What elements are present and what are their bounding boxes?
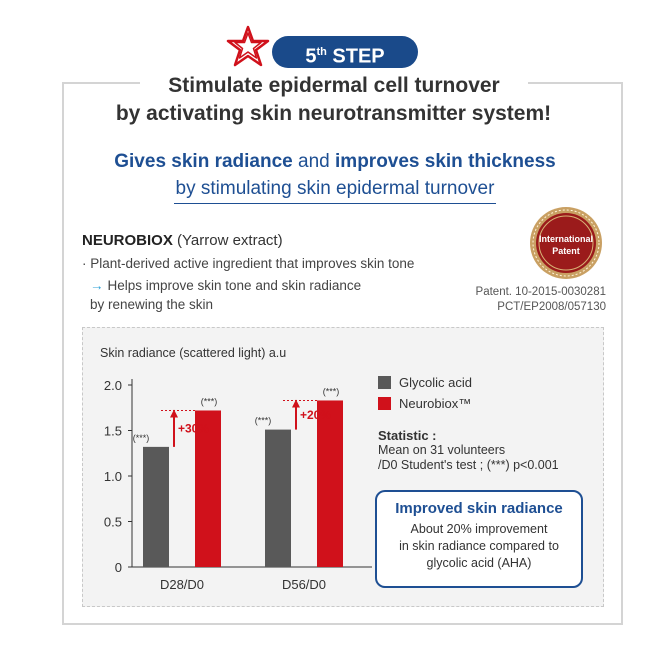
benefit-line-1: Helps improve skin tone and skin radiance — [107, 278, 362, 293]
improvement-label: +20% — [300, 408, 332, 423]
patent-info — [418, 285, 606, 315]
arrow-right-icon: → — [90, 278, 104, 293]
y-tick-label: 0 — [114, 560, 122, 575]
step-word: STEP — [332, 45, 385, 68]
bar-neurobiox — [317, 400, 343, 567]
ingredient-description: · Plant-derived active ingredient that improves skin tone — [82, 256, 415, 271]
sub-and: and — [292, 151, 336, 172]
headline — [140, 72, 528, 100]
statistic-note — [378, 428, 559, 473]
y-tick-label: 1.5 — [103, 423, 122, 439]
statistic-line-2: /D0 Student's test ; (***) p<0.001 — [378, 458, 559, 472]
ingredient-benefit — [90, 276, 361, 314]
improvement-label: +30% — [178, 421, 210, 436]
significance-label: (***) — [254, 415, 272, 426]
sub-bold-2: improves skin thickness — [335, 151, 556, 172]
result-body — [377, 521, 581, 572]
legend-item-neurobiox — [378, 393, 472, 413]
legend-swatch-gray — [378, 376, 391, 389]
x-tick-label: D56/D0 — [281, 577, 327, 592]
seal-line-2: Patent — [552, 246, 580, 256]
pct-number: PCT/EP2008/057130 — [497, 301, 606, 313]
ingredient-title: NEUROBIOX — [82, 232, 173, 249]
legend-label-neurobiox: Neurobiox™ — [399, 395, 472, 411]
result-line-2: in skin radiance compared to — [399, 539, 559, 553]
step-number: 5 — [305, 45, 317, 68]
result-callout — [375, 490, 583, 588]
legend-label-glycolic: Glycolic acid — [399, 374, 472, 390]
x-tick-label: D28/D0 — [159, 577, 205, 592]
bar-glycolic — [265, 430, 291, 567]
statistic-line-1: Mean on 31 volunteers — [378, 443, 506, 457]
headline-line-1: Stimulate epidermal cell turnover — [168, 74, 500, 97]
patent-number: Patent. 10-2015-0030281 — [475, 286, 606, 298]
subheadline — [100, 148, 570, 204]
significance-label: (***) — [322, 386, 340, 397]
ingredient-name — [82, 232, 283, 249]
legend-item-glycolic — [378, 372, 472, 392]
headline-line-2: by activating skin neurotransmitter system! — [115, 102, 552, 125]
significance-label: (***) — [132, 432, 150, 443]
chart-legend — [378, 372, 472, 413]
subheadline-line-2: by stimulating skin epidermal turnover — [174, 175, 497, 204]
legend-swatch-red — [378, 397, 391, 410]
significance-label: (***) — [200, 396, 218, 407]
result-line-3: glycolic acid (AHA) — [426, 556, 532, 570]
subheadline-line-1 — [100, 148, 570, 175]
chart-title: Skin radiance (scattered light) a.u — [100, 346, 287, 360]
y-tick-label: 1.0 — [103, 469, 122, 484]
step-suffix: th — [316, 46, 327, 58]
y-tick-label: 2.0 — [103, 378, 122, 393]
arrow-up-icon — [170, 409, 178, 417]
statistic-title: Statistic : — [378, 428, 437, 443]
star-icon — [226, 24, 270, 68]
y-tick-label: 0.5 — [103, 514, 122, 530]
sub-bold-1: Gives skin radiance — [114, 151, 293, 172]
arrow-up-icon — [292, 399, 300, 407]
bar-glycolic — [143, 447, 169, 567]
seal-line-1: International — [538, 234, 594, 244]
result-line-1: About 20% improvement — [410, 522, 548, 536]
result-title: Improved skin radiance — [395, 500, 563, 517]
benefit-line-2: by renewing the skin — [90, 297, 214, 312]
step-badge — [272, 36, 418, 68]
international-patent-seal — [528, 205, 604, 281]
ingredient-note: (Yarrow extract) — [172, 232, 283, 249]
